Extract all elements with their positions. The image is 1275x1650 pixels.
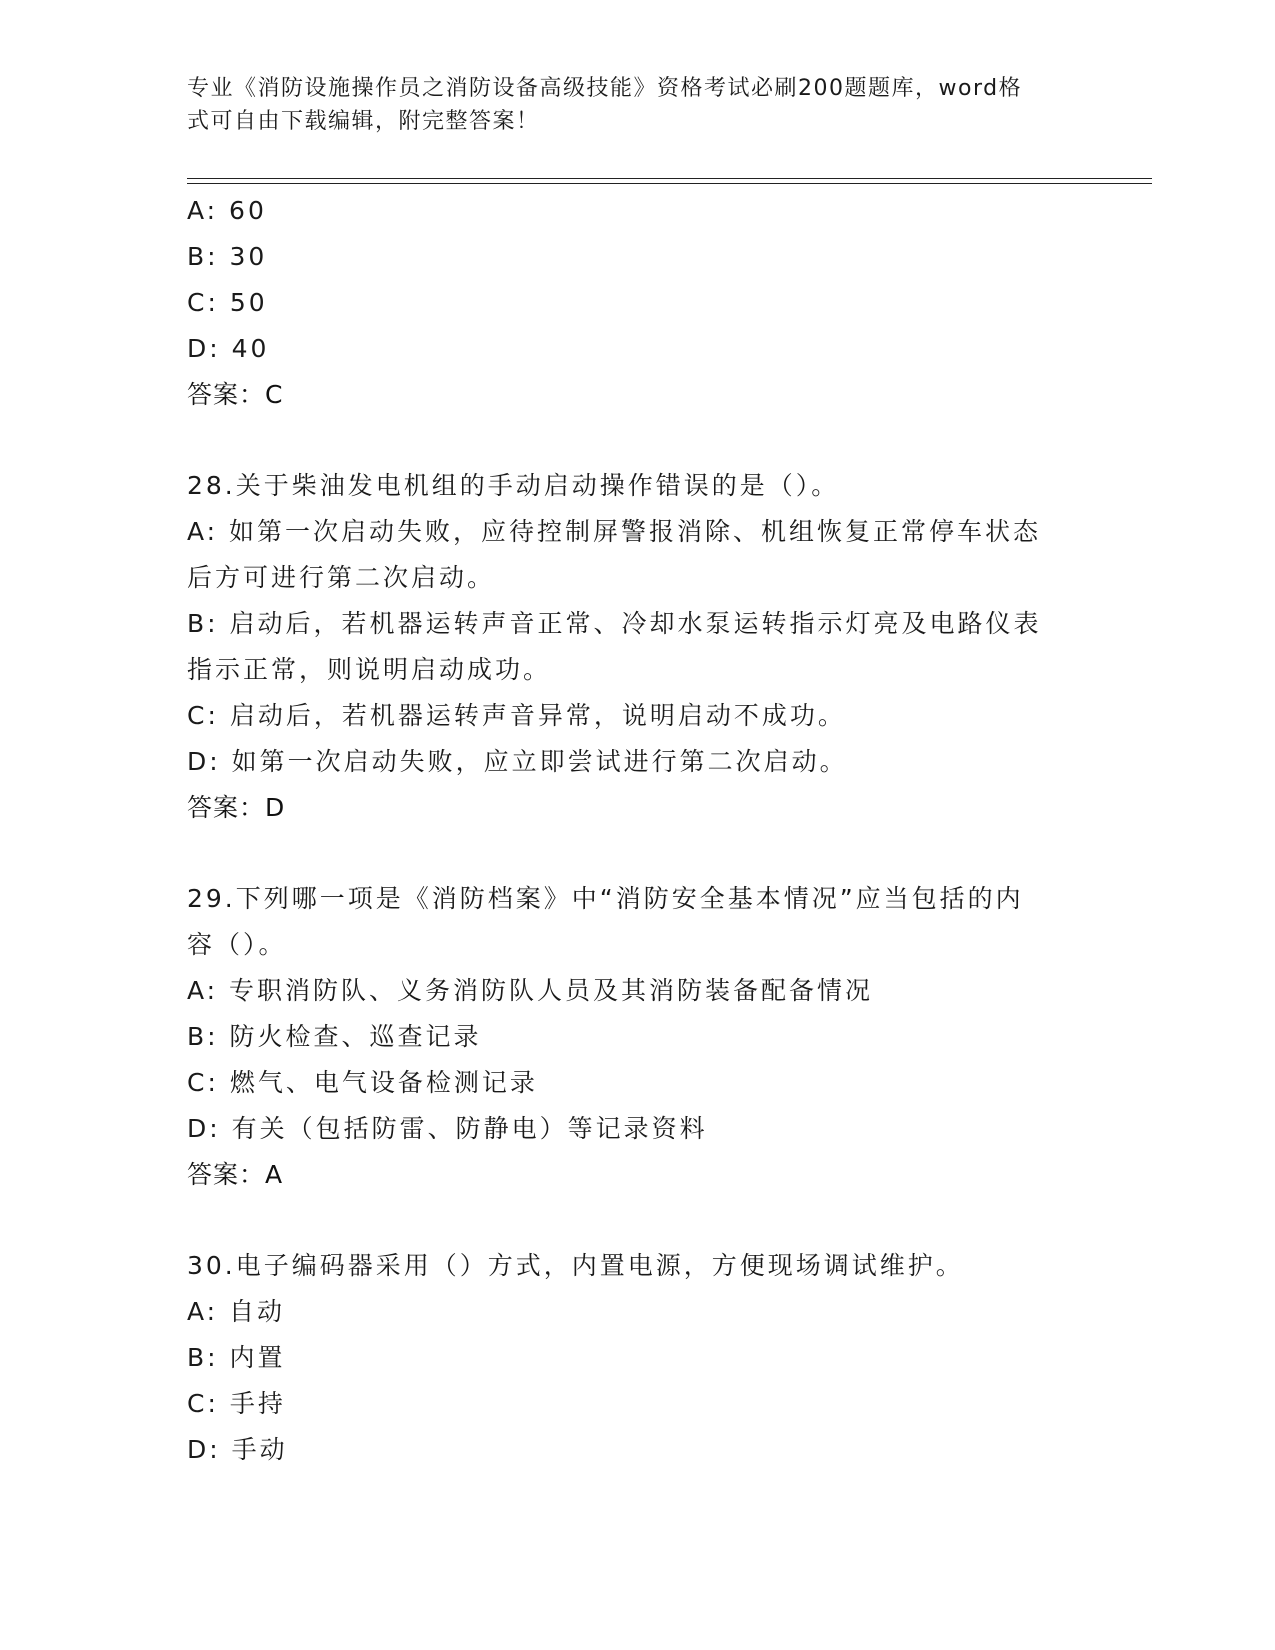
option-a: A: 自动 — [187, 1297, 286, 1326]
answer-line: 答案：C — [187, 380, 284, 409]
header-rule-bottom — [187, 183, 1152, 184]
option-b: B: 内置 — [187, 1343, 286, 1372]
option-b-continued: 指示正常，则说明启动成功。 — [187, 655, 552, 684]
question-28 — [187, 463, 1087, 831]
option-c: C: 启动后，若机器运转声音异常，说明启动不成功。 — [187, 701, 846, 730]
option-c: C: 50 — [187, 288, 268, 317]
question-stem: 29.下列哪一项是《消防档案》中“消防安全基本情况”应当包括的内 — [187, 884, 1024, 913]
question-stem: 30.电子编码器采用（）方式，内置电源，方便现场调试维护。 — [187, 1251, 964, 1280]
option-a: A: 专职消防队、义务消防队人员及其消防装备配备情况 — [187, 976, 874, 1005]
option-c: C: 手持 — [187, 1389, 286, 1418]
option-c: C: 燃气、电气设备检测记录 — [187, 1068, 538, 1097]
option-b: B: 30 — [187, 242, 268, 271]
option-b: B: 防火检查、巡查记录 — [187, 1022, 482, 1051]
header-line-2: 式可自由下载编辑，附完整答案！ — [187, 109, 540, 134]
answer-line: 答案：A — [187, 1160, 284, 1189]
header-rule-top — [187, 178, 1152, 179]
option-a-continued: 后方可进行第二次启动。 — [187, 563, 496, 592]
question-stem-continued: 容（）。 — [187, 930, 287, 959]
spacer — [187, 418, 1087, 463]
question-stem: 28.关于柴油发电机组的手动启动操作错误的是（）。 — [187, 471, 840, 500]
option-a: A: 如第一次启动失败，应待控制屏警报消除、机组恢复正常停车状态 — [187, 517, 1042, 546]
spacer — [187, 831, 1087, 876]
question-27-tail — [187, 188, 1087, 418]
question-29 — [187, 876, 1087, 1198]
question-list — [187, 188, 1087, 1473]
answer-line: 答案：D — [187, 793, 286, 822]
option-a: A: 60 — [187, 196, 267, 225]
option-d: D: 手动 — [187, 1435, 288, 1464]
option-d: D: 如第一次启动失败，应立即尝试进行第二次启动。 — [187, 747, 848, 776]
header-line-1: 专业《消防设施操作员之消防设备高级技能》资格考试必刷200题题库，word格 — [187, 76, 1023, 101]
question-30 — [187, 1243, 1087, 1473]
option-d: D: 有关（包括防雷、防静电）等记录资料 — [187, 1114, 708, 1143]
option-b: B: 启动后，若机器运转声音正常、冷却水泵运转指示灯亮及电路仪表 — [187, 609, 1042, 638]
option-d: D: 40 — [187, 334, 270, 363]
spacer — [187, 1198, 1087, 1243]
document-header — [187, 72, 1067, 138]
